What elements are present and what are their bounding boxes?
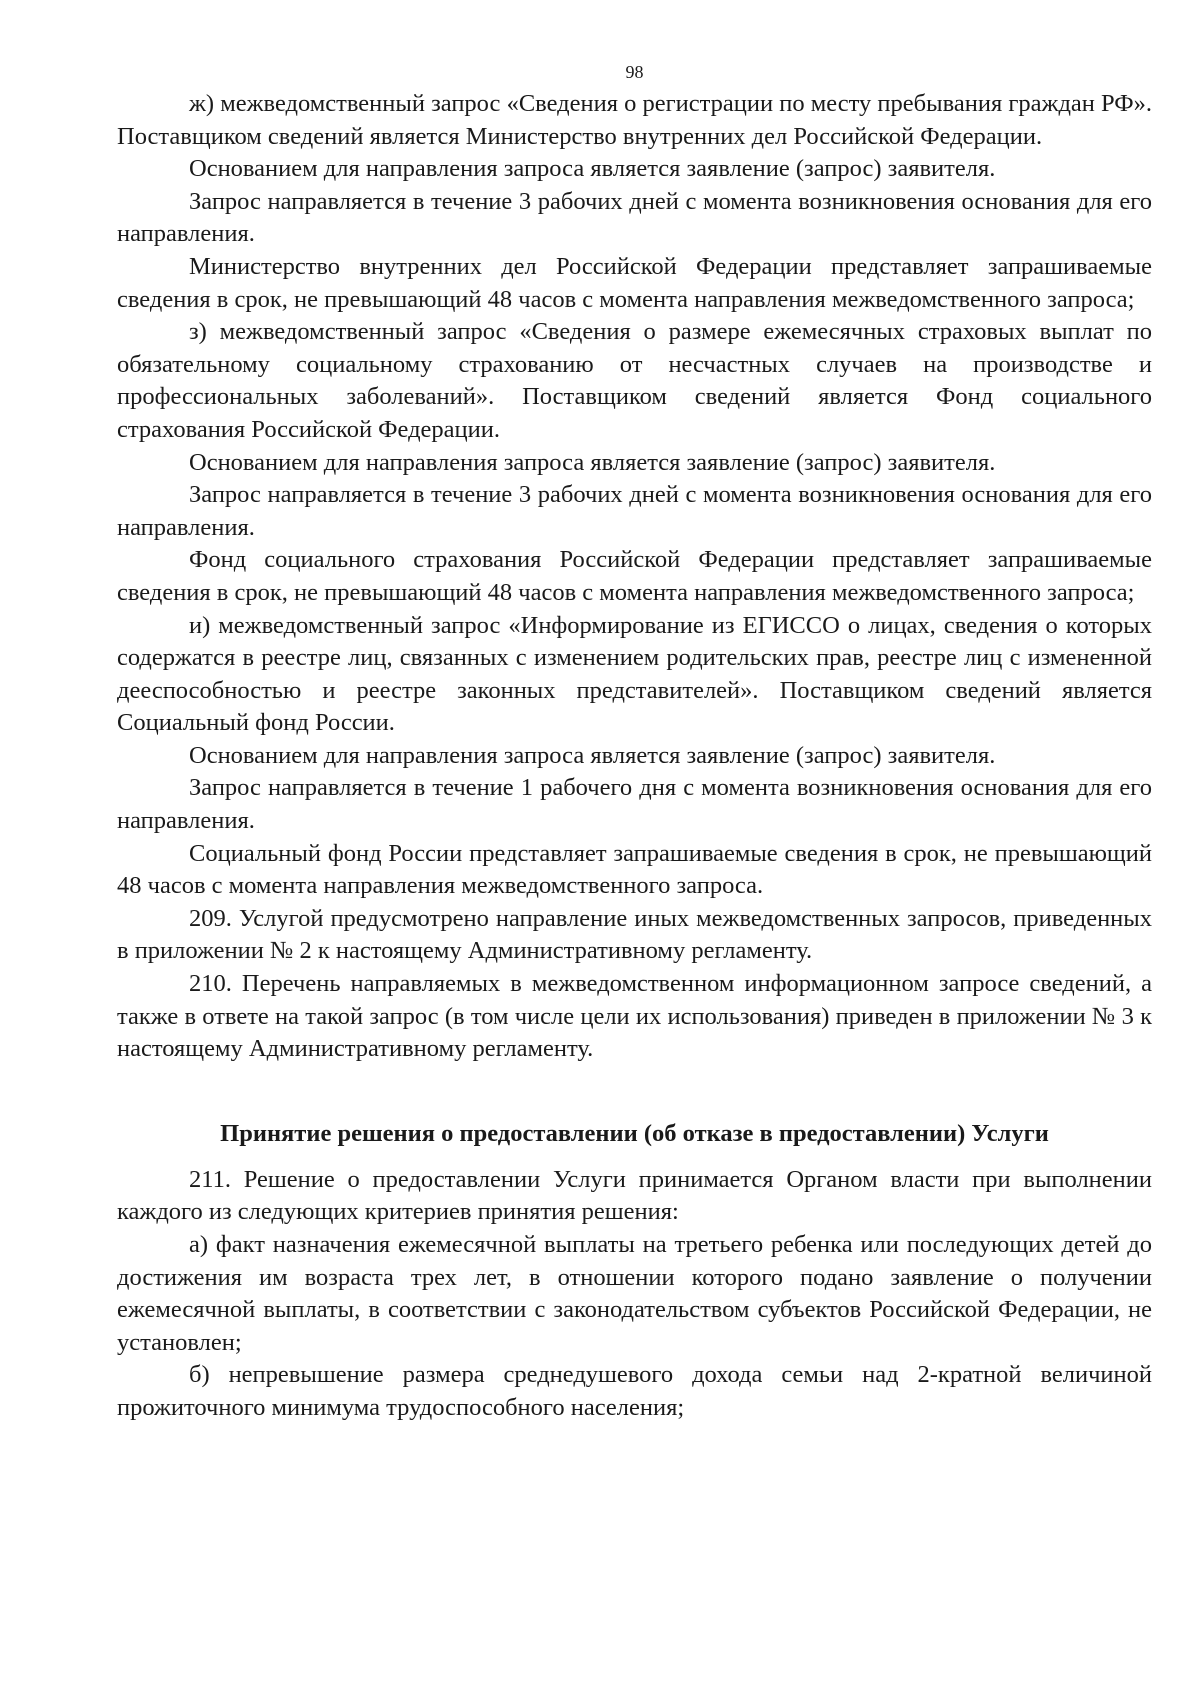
paragraph-response-term: Социальный фонд России представляет запрашиваемые сведения в срок, не превышающий 48 часов с момента направления межведомственного запроса. (117, 839, 1152, 900)
paragraph-deadline: Запрос направляется в течение 1 рабочего дня с момента возникновения основания для его направления. (117, 774, 1152, 835)
paragraph-211: 211. Решение о предоставлении Услуги принимается Органом власти при выполнении каждого из следующих критериев принятия решения: (117, 1165, 1152, 1226)
paragraph-response-term: Фонд социального страхования Российской Федерации представляет запрашиваемые сведения в срок, не превышающий 48 часов с момента направления межведомственного запроса; (117, 546, 1152, 606)
paragraph-response-term: Министерство внутренних дел Российской Федерации представляет запрашиваемые сведения в срок, не превышающий 48 часов с момента направления межведомственного запроса; (117, 252, 1152, 313)
paragraph-basis: Основанием для направления запроса является заявление (запрос) заявителя. (189, 741, 996, 769)
paragraph-deadline: Запрос направляется в течение 3 рабочих дней с момента возникновения основания для его направления. (117, 481, 1152, 541)
paragraph-criterion-a: а) факт назначения ежемесячной выплаты на третьего ребенка или последующих детей до достижения им возраста трех лет, в отношении которого подано заявление о получении ежемесячной выплаты, в соответствии с законодательством субъектов Российской Федерации, не установлен; (117, 1231, 1152, 1356)
paragraph-basis: Основанием для направления запроса является заявление (запрос) заявителя. (189, 448, 996, 476)
paragraph-210: 210. Перечень направляемых в межведомственном информационном запросе сведений, а также в ответе на такой запрос (в том числе цели их использования) приведен в приложении № 3 к настоящему Административному регламенту. (117, 970, 1152, 1063)
paragraph-i-request: и) межведомственный запрос «Информирование из ЕГИССО о лицах, сведения о которых содержатся в реестре лиц, связанных с изменением родительских прав, реестре лиц с измененной дееспособностью и реестре законных представителей». Поставщиком сведений является Социальный фонд России. (117, 611, 1152, 737)
paragraph-209: 209. Услугой предусмотрено направление иных межведомственных запросов, приведенных в приложении № 2 к настоящему Административному регламенту. (117, 904, 1152, 965)
section-heading: Принятие решения о предоставлении (об отказе в предоставлении) Услуги (220, 1119, 1049, 1147)
page-number: 98 (625, 62, 644, 82)
paragraph-z-request: з) межведомственный запрос «Сведения о размере ежемесячных страховых выплат по обязательному социальному страхованию от несчастных случаев на производстве и профессиональных заболеваний». Поставщиком сведений является Фонд социального страхования Российской Федерации. (117, 318, 1152, 443)
paragraph-deadline: Запрос направляется в течение 3 рабочих дней с момента возникновения основания для его направления. (117, 187, 1152, 248)
paragraph-zh-request: ж) межведомственный запрос «Сведения о регистрации по месту пребывания граждан РФ». Поставщиком сведений является Министерство внутренних дел Российской Федерации. (117, 90, 1152, 150)
paragraph-basis: Основанием для направления запроса является заявление (запрос) заявителя. (189, 155, 996, 183)
paragraph-criterion-b: б) непревышение размера среднедушевого дохода семьи над 2-кратной величиной прожиточного минимума трудоспособного населения; (117, 1361, 1152, 1421)
document-page (117, 60, 1152, 1425)
